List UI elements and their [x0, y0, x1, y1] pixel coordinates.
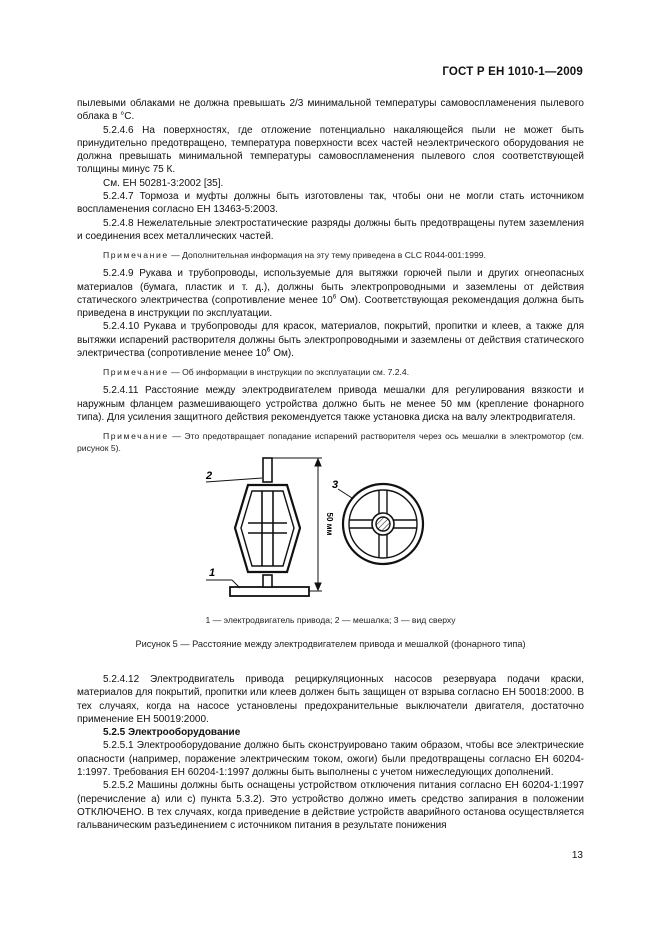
exponent: 6 [332, 293, 337, 301]
figure-legend: 1 — электродвигатель привода; 2 — мешалка; 3 — вид сверху [205, 615, 456, 625]
note-text: — Это предотвращает попадание испарений растворителя через ось мешалки в электромотор (см. рисунок 5). [77, 431, 584, 454]
dimension-label: 50 мм [325, 512, 334, 536]
paragraph-5-2-4-7: 5.2.4.7 Тормоза и муфты должны быть изготовлены так, чтобы они не могли стать источником воспламенения согласно ЕН 13463-5:2003. [77, 191, 584, 216]
paragraph-text: Ом). Соответствующая рекомендация должна быть приведена в инструкции по эксплуатации. [77, 294, 584, 320]
label-2: 2 [206, 470, 213, 482]
paragraph-5-2-4-9 [77, 267, 584, 320]
note-label: Примечание [103, 367, 169, 378]
label-3: 3 [332, 479, 339, 491]
paragraph-5-2-4-6: 5.2.4.6 На поверхностях, где отложение потенциально накаляющейся пыли не может быть принудительно предотвращено, температура поверхности всех частей неэлектрического оборудования не должна превышать минимальной температуры самовоспламенения пылевого слоя соответствующей толщины минус 75 К. [77, 124, 584, 176]
note-1 [77, 249, 584, 261]
note-text: — Об информации в инструкции по эксплуатации см. 7.2.4. [168, 367, 410, 378]
paragraph-text: 5.2.4.10 Рукава и трубопроводы для красок, материалов, покрытий, пропитки и клеев, а также для вытяжки испарений растворителя должны быть электропроводными и заземлены от действия статического электричества (сопротивление менее 10 [77, 321, 584, 360]
paragraph-5-2-4-8: 5.2.4.8 Нежелательные электростатические разряды должны быть предотвращены путем заземления и соединения всех металлических частей. [77, 217, 584, 242]
note-3 [77, 430, 584, 454]
paragraph: пылевыми облаками не должна превышать 2/3 минимальной температуры самовоспламенения пылевого облака в °С. [77, 98, 584, 123]
paragraph-text: Ом). [270, 348, 294, 360]
note-2 [77, 366, 584, 378]
note-label: Примечание [103, 431, 169, 442]
body-text-upper [77, 97, 584, 460]
shaft-section [376, 517, 390, 531]
label-1: 1 [209, 567, 216, 579]
exponent: 6 [266, 346, 271, 354]
figure-caption: Рисунок 5 — Расстояние между электродвигателем привода и мешалкой (фонарного типа) [135, 639, 526, 649]
document-header: ГОСТ Р ЕН 1010-1—2009 [442, 66, 583, 78]
note-label: Примечание [103, 250, 169, 261]
shaft-upper [263, 458, 272, 482]
paragraph-5-2-4-10 [77, 320, 584, 360]
reference: См. ЕН 50281-3:2002 [35]. [103, 177, 224, 189]
paragraph-5-2-4-12: 5.2.4.12 Электродвигатель привода рециркуляционных насосов резервуара подачи краски, материалов для покрытий, пропитки или клеев должен быть защищен от взрыва согласно ЕН 50018:2000. В тех случаях, когда на насосе установлены предохранительные выключатели двигателя, достаточно применение ЕН 50019:2000. [77, 674, 584, 725]
paragraph-5-2-4-11: 5.2.4.11 Расстояние между электродвигателем привода мешалки для регулирования вязкости и наружным фланцем размешивающего устройства должно быть не менее 50 мм (крепление фонарного типа). Для усиления защитного действия рекомендуется также установка диска на валу электродвигателя. [77, 385, 584, 423]
paragraph-text: 5.2.4.9 Рукава и трубопроводы, используемые для вытяжки горючей пыли и других огнеопасных материалов (бумага, пластик и т. д.), должны быть электропроводными и заземлены от действия статического электричества (сопротивление менее 10 [77, 268, 584, 306]
stirrer-cage [235, 485, 300, 572]
stirrer-side-view [230, 458, 309, 596]
note-text: — Дополнительная информация на эту тему приведена в CLC R044-001:1999. [168, 250, 486, 261]
stirrer-top-view [343, 484, 423, 564]
body-text-lower [77, 673, 584, 833]
page-number: 13 [571, 850, 583, 861]
motor-base-plate [230, 587, 309, 596]
shaft-lower [263, 575, 272, 587]
section-heading-5-2-5: 5.2.5 Электрооборудование [103, 727, 241, 739]
paragraph-5-2-5-2: 5.2.5.2 Машины должны быть оснащены устройством отключения питания согласно ЕН 60204-1:1997 (перечисление а) или с) пункта 5.3.2). Это устройство должно иметь средство запирания в положении ОТКЛЮЧЕНО. В тех случаях, когда приведение в действие устройств аварийного останова осуществляется гальваническим разъединением с источником питания в результате понижения [77, 780, 584, 832]
paragraph-5-2-5-1: 5.2.5.1 Электрооборудование должно быть сконструировано таким образом, чтобы все электрические опасности (например, поражение электрическим током, ожоги) были предотвращены согласно ЕН 60204-1:1997. Требования ЕН 60204-1:1997 должны быть выполнены с учетом нижеследующих дополнений. [77, 740, 584, 779]
